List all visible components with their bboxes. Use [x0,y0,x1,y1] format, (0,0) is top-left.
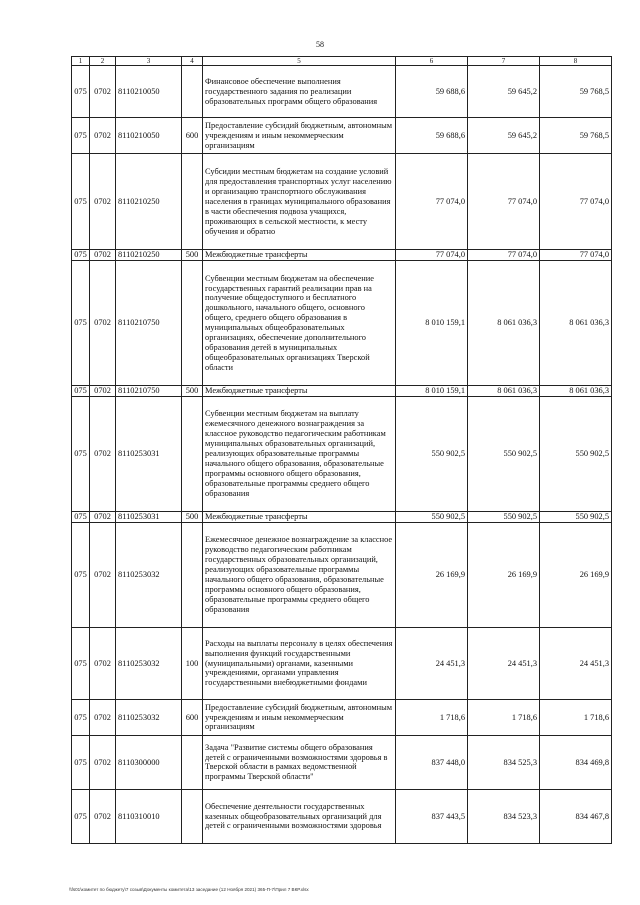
admin-code: 075 [72,627,90,699]
description: Ежемесячное денежное вознаграждение за классное руководство педагогическим работникам государственных образовательных организаций, реализующих образовательные программы начального общего образования, образовательные программы основного общего образования, образовательные программы среднего общего образования [203,522,396,627]
page-number: 58 [316,40,324,49]
section-code: 0702 [90,522,116,627]
amount-col8: 8 061 036,3 [540,261,612,386]
admin-code: 075 [72,522,90,627]
header-cell: 7 [468,57,540,66]
target-code: 8110300000 [116,735,182,789]
admin-code: 075 [72,512,90,523]
amount-col6: 59 688,6 [396,118,468,154]
amount-col7: 834 523,3 [468,789,540,843]
expense-type [182,789,203,843]
amount-col7: 77 074,0 [468,250,540,261]
target-code: 8110210250 [116,250,182,261]
table-row [72,789,612,843]
file-path-footer: \\fs01\комитет по бюджету\7 созыв\Документы комитета\13 заседание (12 Ноября 2021) 365-П-7\Прил 7 ВКР.xlsx [69,887,309,892]
target-code: 8110253032 [116,522,182,627]
amount-col6: 26 169,9 [396,522,468,627]
amount-col7: 550 902,5 [468,397,540,512]
admin-code: 075 [72,118,90,154]
amount-col7: 77 074,0 [468,154,540,250]
section-code: 0702 [90,512,116,523]
description: Межбюджетные трансферты [203,512,396,523]
table-row [72,154,612,250]
table-row [72,250,612,261]
amount-col7: 59 645,2 [468,118,540,154]
section-code: 0702 [90,699,116,735]
target-code: 8110310010 [116,789,182,843]
header-cell: 8 [540,57,612,66]
amount-col7: 1 718,6 [468,699,540,735]
table-row [72,118,612,154]
section-code: 0702 [90,397,116,512]
description: Предоставление субсидий бюджетным, автономным учреждениям и иным некоммерческим организациям [203,118,396,154]
expense-type: 500 [182,386,203,397]
admin-code: 075 [72,261,90,386]
section-code: 0702 [90,66,116,118]
target-code: 8110210050 [116,118,182,154]
expense-type: 600 [182,699,203,735]
expense-type [182,66,203,118]
table-row [72,522,612,627]
amount-col8: 8 061 036,3 [540,386,612,397]
amount-col6: 550 902,5 [396,397,468,512]
amount-col6: 8 010 159,1 [396,386,468,397]
target-code: 8110210250 [116,154,182,250]
admin-code: 075 [72,250,90,261]
amount-col6: 77 074,0 [396,250,468,261]
description: Предоставление субсидий бюджетным, автономным учреждениям и иным некоммерческим организациям [203,699,396,735]
admin-code: 075 [72,699,90,735]
amount-col8: 59 768,5 [540,66,612,118]
amount-col7: 26 169,9 [468,522,540,627]
amount-col8: 834 467,8 [540,789,612,843]
target-code: 8110253032 [116,699,182,735]
amount-col8: 834 469,8 [540,735,612,789]
amount-col6: 837 448,0 [396,735,468,789]
section-code: 0702 [90,386,116,397]
amount-col7: 24 451,3 [468,627,540,699]
section-code: 0702 [90,250,116,261]
admin-code: 075 [72,735,90,789]
section-code: 0702 [90,261,116,386]
description: Финансовое обеспечение выполнения государственного задания по реализации образовательных программ общего образования [203,66,396,118]
section-code: 0702 [90,789,116,843]
table-row [72,386,612,397]
admin-code: 075 [72,154,90,250]
table-row [72,699,612,735]
amount-col6: 1 718,6 [396,699,468,735]
amount-col8: 550 902,5 [540,512,612,523]
expense-type: 600 [182,118,203,154]
target-code: 8110210050 [116,66,182,118]
amount-col6: 59 688,6 [396,66,468,118]
expense-type [182,154,203,250]
table-row [72,627,612,699]
table-row [72,261,612,386]
description: Межбюджетные трансферты [203,250,396,261]
section-code: 0702 [90,627,116,699]
target-code: 8110210750 [116,386,182,397]
amount-col8: 77 074,0 [540,250,612,261]
header-cell: 3 [116,57,182,66]
header-cell: 2 [90,57,116,66]
table-row [72,66,612,118]
expense-type: 500 [182,512,203,523]
expense-type: 100 [182,627,203,699]
admin-code: 075 [72,397,90,512]
header-cell: 1 [72,57,90,66]
table-row [72,735,612,789]
table-row [72,512,612,523]
header-row [72,57,612,66]
description: Субвенции местным бюджетам на выплату ежемесячного денежного вознаграждения за классное руководство педагогическим работникам муниципальных образовательных организаций, реализующих образовательные программы начального общего образования, образовательные программы основного общего образования, образовательные программы среднего общего образования [203,397,396,512]
description: Субвенции местным бюджетам на обеспечение государственных гарантий реализации прав на получение общедоступного и бесплатного дошкольного, начального общего, основного общего, среднего общего образования в муниципальных общеобразовательных организациях, обеспечение дополнительного образования детей в муниципальных общеобразовательных организациях Тверской области [203,261,396,386]
target-code: 8110253031 [116,512,182,523]
amount-col8: 550 902,5 [540,397,612,512]
target-code: 8110210750 [116,261,182,386]
expense-type: 500 [182,250,203,261]
expense-type [182,522,203,627]
amount-col7: 550 902,5 [468,512,540,523]
amount-col8: 26 169,9 [540,522,612,627]
amount-col6: 24 451,3 [396,627,468,699]
header-cell: 5 [203,57,396,66]
expense-type [182,397,203,512]
admin-code: 075 [72,66,90,118]
amount-col6: 77 074,0 [396,154,468,250]
target-code: 8110253031 [116,397,182,512]
description: Обеспечение деятельности государственных казенных общеобразовательных организаций для детей с ограниченными возможностями здоровья [203,789,396,843]
amount-col6: 8 010 159,1 [396,261,468,386]
table-row [72,397,612,512]
budget-table [71,56,612,844]
header-cell: 4 [182,57,203,66]
section-code: 0702 [90,735,116,789]
description: Межбюджетные трансферты [203,386,396,397]
target-code: 8110253032 [116,627,182,699]
amount-col7: 834 525,3 [468,735,540,789]
amount-col7: 8 061 036,3 [468,261,540,386]
description: Субсидии местным бюджетам на создание условий для предоставления транспортных услуг населению и организацию транспортного обслуживания населения в границах муниципального образования в части обеспечения подвоза учащихся, проживающих в сельской местности, к месту обучения и обратно [203,154,396,250]
section-code: 0702 [90,118,116,154]
section-code: 0702 [90,154,116,250]
expense-type [182,261,203,386]
description: Задача "Развитие системы общего образования детей с ограниченными возможностями здоровья в Тверской области в рамках ведомственной программы Тверской области" [203,735,396,789]
amount-col8: 77 074,0 [540,154,612,250]
amount-col7: 8 061 036,3 [468,386,540,397]
expense-type [182,735,203,789]
amount-col8: 59 768,5 [540,118,612,154]
header-cell: 6 [396,57,468,66]
description: Расходы на выплаты персоналу в целях обеспечения выполнения функций государственными (муниципальными) органами, казенными учреждениями, органами управления государственными внебюджетными фондами [203,627,396,699]
amount-col8: 1 718,6 [540,699,612,735]
amount-col7: 59 645,2 [468,66,540,118]
amount-col6: 550 902,5 [396,512,468,523]
admin-code: 075 [72,789,90,843]
admin-code: 075 [72,386,90,397]
amount-col8: 24 451,3 [540,627,612,699]
amount-col6: 837 443,5 [396,789,468,843]
